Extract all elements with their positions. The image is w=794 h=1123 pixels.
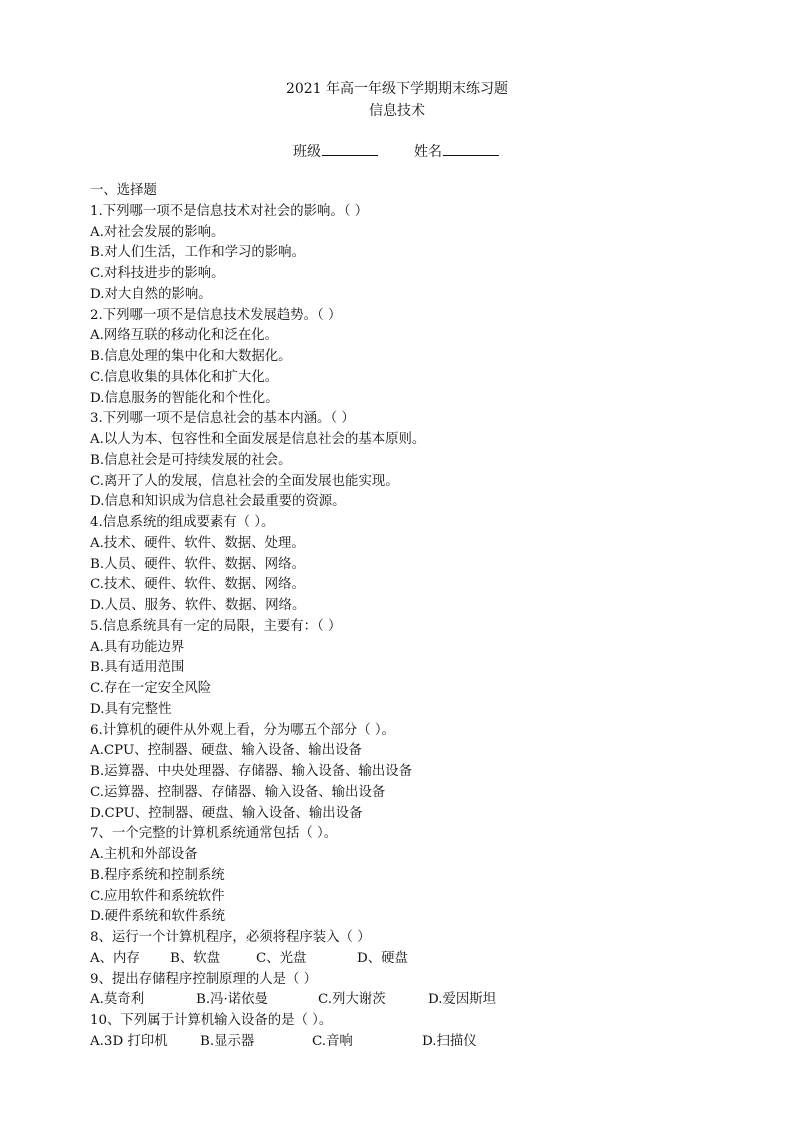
section-heading: 一、选择题: [90, 183, 157, 198]
question-10: [90, 1011, 750, 1053]
subject-title: 信息技术: [369, 103, 425, 119]
option-a[interactable]: A.具有功能边界: [90, 639, 185, 655]
option-b[interactable]: B.程序系统和控制系统: [90, 867, 225, 883]
option-b[interactable]: B.对人们生活，工作和学习的影响。: [90, 245, 305, 261]
option-d[interactable]: D.信息服务的智能化和个性化。: [90, 390, 279, 406]
option-c[interactable]: C.对科技进步的影响。: [90, 266, 225, 281]
question-text: 9、提出存储程序控制原理的人是（ ）: [90, 971, 318, 987]
question-6: [90, 721, 750, 825]
option-c[interactable]: C.列大谢茨: [318, 992, 386, 1008]
option-b[interactable]: B.冯·诺依曼: [196, 992, 268, 1008]
class-blank[interactable]: [322, 141, 378, 156]
option-a[interactable]: A.技术、硬件、软件、数据、处理。: [90, 535, 305, 551]
question-text: 4.信息系统的组成要素有（ ）。: [90, 515, 275, 530]
option-c[interactable]: C.技术、硬件、软件、数据、网络。: [90, 577, 305, 593]
option-b[interactable]: B.具有适用范围: [90, 660, 185, 676]
class-field[interactable]: [293, 141, 378, 161]
option-b[interactable]: B.人员、硬件、软件、数据、网络。: [90, 556, 305, 572]
class-label: 班级: [293, 144, 321, 160]
option-a[interactable]: A、内存: [90, 950, 140, 966]
question-text: 1.下列哪一项不是信息技术对社会的影响。（ ）: [90, 203, 369, 219]
option-c[interactable]: C.运算器、控制器、存储器、输入设备、输出设备: [90, 784, 386, 800]
question-4: [90, 513, 750, 617]
option-row: [90, 949, 750, 970]
question-text: 10、下列属于计算机输入设备的是（ ）。: [90, 1013, 333, 1028]
option-a[interactable]: A.对社会发展的影响。: [90, 224, 225, 240]
option-c[interactable]: C.离开了人的发展，信息社会的全面发展也能实现。: [90, 473, 399, 489]
option-a[interactable]: A.以人为本、包容性和全面发展是信息社会的基本原则。: [90, 432, 426, 447]
name-blank[interactable]: [443, 141, 499, 156]
question-text: 7、一个完整的计算机系统通常包括（ ）。: [90, 826, 338, 842]
option-a[interactable]: A.网络互联的移动化和泛在化。: [90, 328, 279, 344]
question-list: [90, 181, 750, 1053]
question-2: [90, 306, 750, 410]
question-text: 6.计算机的硬件从外观上看，分为哪五个部分（ ）。: [90, 722, 395, 738]
option-row: [90, 990, 750, 1011]
option-c[interactable]: C.音响: [312, 1033, 353, 1049]
option-row: [90, 1032, 750, 1053]
question-text: 8、运行一个计算机程序，必须将程序装入（ ）: [90, 930, 371, 945]
option-a[interactable]: A.CPU、控制器、硬盘、输入设备、输出设备: [90, 743, 362, 759]
option-d[interactable]: D.人员、服务、软件、数据、网络。: [90, 598, 306, 613]
question-text: 3.下列哪一项不是信息社会的基本内涵。（ ）: [90, 411, 355, 427]
option-c[interactable]: C.应用软件和系统软件: [90, 888, 225, 904]
question-9: [90, 970, 750, 1012]
option-d[interactable]: D.CPU、控制器、硬盘、输入设备、输出设备: [90, 805, 363, 821]
option-b[interactable]: B.信息处理的集中化和大数据化。: [90, 349, 292, 364]
option-c[interactable]: C、光盘: [256, 950, 307, 966]
option-c[interactable]: C.存在一定安全风险: [90, 681, 212, 696]
option-d[interactable]: D.具有完整性: [90, 701, 172, 717]
option-d[interactable]: D.爱因斯坦: [428, 992, 497, 1008]
option-b[interactable]: B.显示器: [200, 1033, 255, 1049]
question-text: 5.信息系统具有一定的局限，主要有：（ ）: [90, 618, 342, 634]
option-b[interactable]: B.运算器、中央处理器、存储器、输入设备、输出设备: [90, 764, 413, 779]
question-text: 2.下列哪一项不是信息技术发展趋势。（ ）: [90, 307, 342, 323]
question-8: [90, 928, 750, 970]
question-1: [90, 202, 750, 306]
name-label: 姓名: [414, 144, 442, 160]
option-d[interactable]: D.硬件系统和软件系统: [90, 909, 226, 925]
option-a[interactable]: A.主机和外部设备: [90, 847, 198, 862]
question-3: [90, 409, 750, 513]
name-field[interactable]: [414, 141, 499, 161]
option-d[interactable]: D.信息和知识成为信息社会最重要的资源。: [90, 494, 346, 510]
option-a[interactable]: A.3D 打印机: [90, 1033, 168, 1049]
option-a[interactable]: A.莫奇利: [90, 992, 145, 1008]
option-d[interactable]: D、硬盘: [357, 950, 408, 966]
option-d[interactable]: D.对大自然的影响。: [90, 286, 212, 302]
question-7: [90, 824, 750, 928]
option-c[interactable]: C.信息收集的具体化和扩大化。: [90, 369, 279, 385]
option-b[interactable]: B、软盘: [170, 950, 221, 966]
exam-title: 2021 年高一年级下学期期末练习题: [285, 81, 509, 97]
question-5: [90, 617, 750, 721]
option-d[interactable]: D.扫描仪: [422, 1033, 477, 1049]
option-b[interactable]: B.信息社会是可持续发展的社会。: [90, 452, 292, 468]
